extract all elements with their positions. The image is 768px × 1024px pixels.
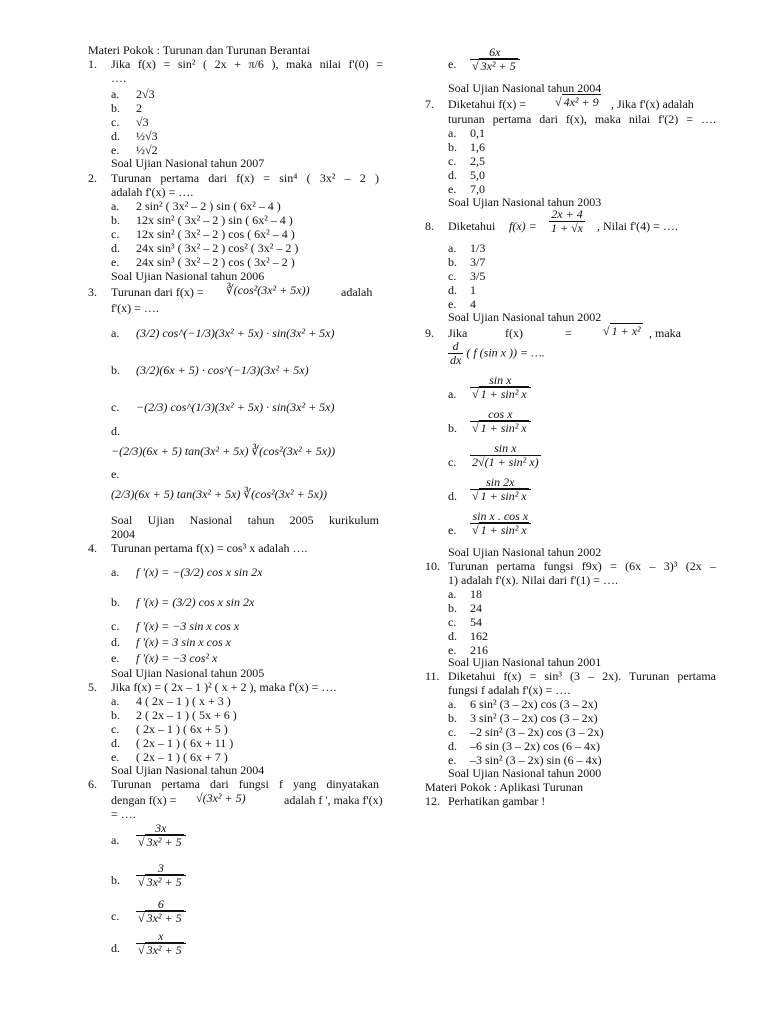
q9-option-d-numerator: sin 2x [470,476,531,490]
q2-source: Soal Ujian Nasional tahun 2006 [111,269,265,283]
q9-dx: dx [450,353,462,368]
q3-option-a: (3/2) cos^(−1/3)(3x² + 5x) · sin(3x² + 5x) [136,326,335,340]
q6-option-c-denominator: 3x² + 5 [146,911,182,926]
q2-option-e-label: e. [111,255,120,269]
q3-option-e-label: e. [111,467,120,481]
q4-option-c: f '(x) = −3 sin x cos x [136,619,240,633]
q4-source: Soal Ujian Nasional tahun 2005 [111,666,265,680]
q6-option-e-numerator: 6x [470,46,520,60]
q1-text-cont: …. [111,71,126,85]
q6-option-e-label: e. [448,57,457,71]
q8-option-a: 1/3 [470,241,486,255]
q1-option-c-label: c. [111,115,120,129]
q8-option-d: 1 [470,283,476,297]
q9-option-c-label: c. [448,455,457,469]
q5-option-d: ( 2x – 1 ) ( 6x + 11 ) [136,736,234,750]
q6-option-c: $\frac{6}{\text{√ 3x² + 5}}$ [136,898,186,925]
q1-option-a-label: a. [111,87,120,101]
q10-option-e: 216 [470,643,488,657]
q3-number: 3. [88,285,97,299]
q9-option-d-label: d. [448,489,457,503]
q2-option-e: 24x sin³ ( 3x² – 2 ) cos ( 3x² – 2 ) [136,255,295,269]
q3-option-e: (2/3)(6x + 5) tan(3x² + 5x) ∛(cos²(3x² + 5x)) [111,487,327,501]
q10-number: 10. [425,559,440,573]
q4-option-e-label: e. [111,651,120,665]
q6-option-a-numerator: 3x [136,822,186,836]
q10-text: Turunan pertama fungsi f9x) = (6x – 3)³ (2x – [448,559,716,573]
q10-option-b-label: b. [448,601,457,615]
q11-option-a-label: a. [448,697,457,711]
q8-function: f(x) = [509,219,537,233]
q4-option-d-label: d. [111,635,120,649]
q2-option-c-label: c. [111,227,120,241]
q8-option-d-label: d. [448,283,457,297]
q4-option-d: f '(x) = 3 sin x cos x [136,635,231,649]
q10-text-cont: 1) adalah f'(x). Nilai dari f'(1) = …. [448,573,619,587]
topic-heading-1: Materi Pokok : Turunan dan Turunan Berantai [88,43,310,57]
q3-option-b: (3/2)(6x + 5) · cos^(−1/3)(3x² + 5x) [136,363,309,377]
q4-option-e: f '(x) = −3 cos² x [136,651,218,665]
q7-text-cont: turunan pertama dari f(x), maka nilai f'(2) = …. [448,112,716,126]
q11-option-b: 3 sin² (3 – 2x) cos (3 – 2x) [470,711,598,725]
q7-radical: √ 4x² + 9 [555,95,599,109]
q7-option-b-label: b. [448,140,457,154]
q6-option-d-numerator: x [136,930,186,944]
topic-heading-2: Materi Pokok : Aplikasi Turunan [425,780,584,794]
q2-option-d-label: d. [111,241,120,255]
q9-option-e-denominator: 1 + sin² x [480,523,527,538]
q7-option-d: 5,0 [470,168,485,182]
q6-option-b: $\frac{3}{\text{√ 3x² + 5}}$ [136,862,186,889]
q6-source: Soal Ujian Nasional tahun 2004 [448,81,602,95]
q3-option-c: −(2/3) cos^(1/3)(3x² + 5x) · sin(3x² + 5x) [136,400,335,414]
q9-option-e-label: e. [448,523,457,537]
q4-number: 4. [88,541,97,555]
q2-option-a-label: a. [111,199,120,213]
q8-number: 8. [425,219,434,233]
q3-radical: ∛(cos²(3x² + 5x)) [226,283,310,297]
q6-option-d-label: d. [111,941,120,955]
q2-option-a: 2 sin² ( 3x² – 2 ) sin ( 6x² – 4 ) [136,199,281,213]
q2-option-d: 24x sin³ ( 3x² – 2 ) cos² ( 3x² – 2 ) [136,241,299,255]
q9-option-c-numerator: sin x [470,442,541,456]
q6-option-d: $\frac{x}{\text{√ 3x² + 5}}$ [136,930,186,957]
q6-option-a: $\frac{3x}{\text{√ 3x² + 5}}$ [136,822,186,849]
q3-option-a-label: a. [111,326,120,340]
q9-option-d-denominator: 1 + sin² x [480,489,527,504]
q6-option-e: $\frac{6x}{\text{√ 3x² + 5}}$ [470,46,520,73]
q9-option-b-numerator: cos x [470,408,531,422]
q1-number: 1. [88,57,97,71]
q6-text-cont: dengan f(x) = [111,793,177,807]
q5-option-b-label: b. [111,708,120,722]
q6-text: Turunan pertama dari fungsi f yang dinyatakan [111,777,379,791]
q5-source: Soal Ujian Nasional tahun 2004 [111,763,265,777]
q3-source-cont: 2004 [111,527,135,541]
q11-text: Diketahui f(x) = sin³ (3 – 2x). Turunan pertama [448,669,716,683]
q8-option-a-label: a. [448,241,457,255]
q11-option-c-label: c. [448,725,457,739]
q6-option-b-numerator: 3 [136,862,186,876]
q8-option-c: 3/5 [470,269,486,283]
q9-word-jika: Jika [448,326,468,340]
q12-number: 12. [425,794,440,808]
q5-text: Jika f(x) = ( 2x – 1 )² ( x + 2 ), maka f'(x) = …. [111,680,337,694]
q1-source: Soal Ujian Nasional tahun 2007 [111,156,265,170]
q9-number: 9. [425,326,434,340]
q9-option-a-numerator: sin x [470,374,531,388]
q4-option-a-label: a. [111,565,120,579]
q3-option-d: −(2/3)(6x + 5) tan(3x² + 5x) ∛(cos²(3x² + 5x)) [111,444,336,458]
q7-option-c-label: c. [448,154,457,168]
q11-option-d: –6 sin (3 – 2x) cos (6 – 4x) [470,739,600,753]
q7-number: 7. [425,97,434,111]
q11-source: Soal Ujian Nasional tahun 2000 [448,766,602,780]
q1-option-d-label: d. [111,129,120,143]
q9-source: Soal Ujian Nasional tahun 2002 [448,545,602,559]
q1-option-d: ½√3 [136,129,158,143]
q6-option-c-numerator: 6 [136,898,186,912]
q7-text: Diketahui f(x) = [448,97,527,111]
q6-option-b-label: b. [111,873,120,887]
q5-option-c-label: c. [111,722,120,736]
q9-option-b-label: b. [448,421,457,435]
q9-option-c [470,442,541,469]
q11-option-b-label: b. [448,711,457,725]
q8-fraction [549,208,585,235]
q7-option-e-label: e. [448,182,457,196]
q10-option-e-label: e. [448,643,457,657]
q8-option-b: 3/7 [470,255,486,269]
q5-option-a-label: a. [111,694,120,708]
q4-option-b: f '(x) = (3/2) cos x sin 2x [136,595,255,609]
q6-option-e-denominator: 3x² + 5 [480,59,516,74]
q9-option-e-numerator: sin x . cos x [470,510,531,524]
q1-option-b-label: b. [111,101,120,115]
q8-option-c-label: c. [448,269,457,283]
q9-option-b: $\frac{\text{cos x}}{\text{√ 1 + sin² x}}$ [470,408,531,435]
q9-option-e: $\frac{\text{sin x . cos x}}{\text{√ 1 + sin² x}}$ [470,510,531,537]
q3-text: Turunan dari f(x) = [111,285,204,299]
q10-option-b: 24 [470,601,482,615]
q10-option-c-label: c. [448,615,457,629]
q7-radicand: 4x² + 9 [563,95,599,109]
q3-text-cont: f'(x) = …. [111,301,159,315]
q7-option-a: 0,1 [470,126,485,140]
q9-option-a-denominator: 1 + sin² x [480,387,527,402]
q3-text-adalah: adalah [341,285,373,299]
q8-option-b-label: b. [448,255,457,269]
q3-source: Soal Ujian Nasional tahun 2005 kurikulum [111,513,379,527]
q7-option-c: 2,5 [470,154,485,168]
q7-text-jika: , Jika f'(x) adalah [611,97,694,111]
q6-option-d-denominator: 3x² + 5 [146,943,182,958]
q5-option-d-label: d. [111,736,120,750]
q8-denominator: 1 + √x [551,221,584,236]
q10-source: Soal Ujian Nasional tahun 2001 [448,655,602,669]
q1-option-b: 2 [136,101,142,115]
q4-option-c-label: c. [111,619,120,633]
q4-option-b-label: b. [111,595,120,609]
q9-option-b-denominator: 1 + sin² x [480,421,527,436]
q1-option-a: 2√3 [136,87,155,101]
q9-option-a-label: a. [448,387,457,401]
q9-derivative-expression: ( f (sin x )) = …. [466,345,545,360]
q1-option-e-label: e. [111,143,120,157]
q5-number: 5. [88,680,97,694]
q8-numerator: 2x + 4 [549,208,585,222]
q8-text: Diketahui [448,219,496,233]
q6-option-b-denominator: 3x² + 5 [146,875,182,890]
q8-option-e: 4 [470,297,476,311]
q10-option-a: 18 [470,587,482,601]
q1-option-c: √3 [136,115,149,129]
q9-option-c-denominator: 2√(1 + sin² x) [472,455,539,470]
q10-option-a-label: a. [448,587,457,601]
q10-option-c: 54 [470,615,482,629]
q1-option-e: ½√2 [136,143,158,157]
q2-option-b: 12x sin² ( 3x² – 2 ) sin ( 6x² – 4 ) [136,213,293,227]
q2-text: Turunan pertama dari f(x) = sin⁴ ( 3x² – 2 ) [111,171,379,185]
q7-option-e: 7,0 [470,182,485,196]
q9-radical: √ 1 + x² [603,324,641,338]
q6-number: 6. [88,777,97,791]
q9-radicand: 1 + x² [611,324,641,338]
q3-option-d-label: d. [111,424,120,438]
q2-option-b-label: b. [111,213,120,227]
q6-radical: √(3x² + 5) [196,791,246,805]
q10-option-d: 162 [470,629,488,643]
q10-option-d-label: d. [448,629,457,643]
q4-option-a: f '(x) = −(3/2) cos x sin 2x [136,565,263,579]
q9-word-maka: , maka [649,326,681,340]
q5-option-c: ( 2x – 1 ) ( 6x + 5 ) [136,722,228,736]
q5-option-e: ( 2x – 1 ) ( 6x + 7 ) [136,750,228,764]
q6-option-a-denominator: 3x² + 5 [146,835,182,850]
q11-option-d-label: d. [448,739,457,753]
q11-option-e-label: e. [448,753,457,767]
q7-source: Soal Ujian Nasional tahun 2003 [448,195,602,209]
q9-d: d [448,340,463,354]
q7-option-a-label: a. [448,126,457,140]
q11-text-cont: fungsi f adalah f'(x) = …. [448,683,571,697]
q11-number: 11. [425,669,440,683]
q6-option-a-label: a. [111,833,120,847]
q2-number: 2. [88,171,97,185]
q9-word-equals: = [565,326,572,340]
q4-text: Turunan pertama f(x) = cos³ x adalah …. [111,541,308,555]
q6-text-cont2: = …. [111,807,136,821]
q8-source: Soal Ujian Nasional tahun 2002 [448,310,602,324]
q5-option-a: 4 ( 2x – 1 ) ( x + 3 ) [136,694,231,708]
q11-option-e: –3 sin² (3 – 2x) sin (6 – 4x) [470,753,602,767]
q11-option-a: 6 sin² (3 – 2x) cos (3 – 2x) [470,697,598,711]
q9-option-a: $\frac{\text{sin x}}{\text{√ 1 + sin² x}}$ [470,374,531,401]
q9-option-d: $\frac{\sin 2x}{\text{√ 1 + sin² x}}$ [470,476,531,503]
q6-text-adalah: adalah f ', maka f'(x) [284,793,383,807]
q5-option-b: 2 ( 2x – 1 ) ( 5x + 6 ) [136,708,237,722]
q9-derivative [448,340,545,367]
q8-option-e-label: e. [448,297,457,311]
q8-text-cont: , Nilai f'(4) = …. [597,219,678,233]
q1-text: Jika f(x) = sin² ( 2x + π/6 ), maka nilai f'(0) = [111,57,383,71]
q9-word-fx: f(x) [505,326,523,340]
q11-option-c: –2 sin² (3 – 2x) cos (3 – 2x) [470,725,604,739]
q5-option-e-label: e. [111,750,120,764]
q2-text-cont: adalah f'(x) = …. [111,185,194,199]
q3-option-c-label: c. [111,400,120,414]
q7-option-b: 1,6 [470,140,485,154]
q7-option-d-label: d. [448,168,457,182]
q12-text: Perhatikan gambar ! [448,794,546,808]
q3-option-b-label: b. [111,363,120,377]
q2-option-c: 12x sin² ( 3x² – 2 ) cos ( 6x² – 4 ) [136,227,295,241]
q6-option-c-label: c. [111,909,120,923]
